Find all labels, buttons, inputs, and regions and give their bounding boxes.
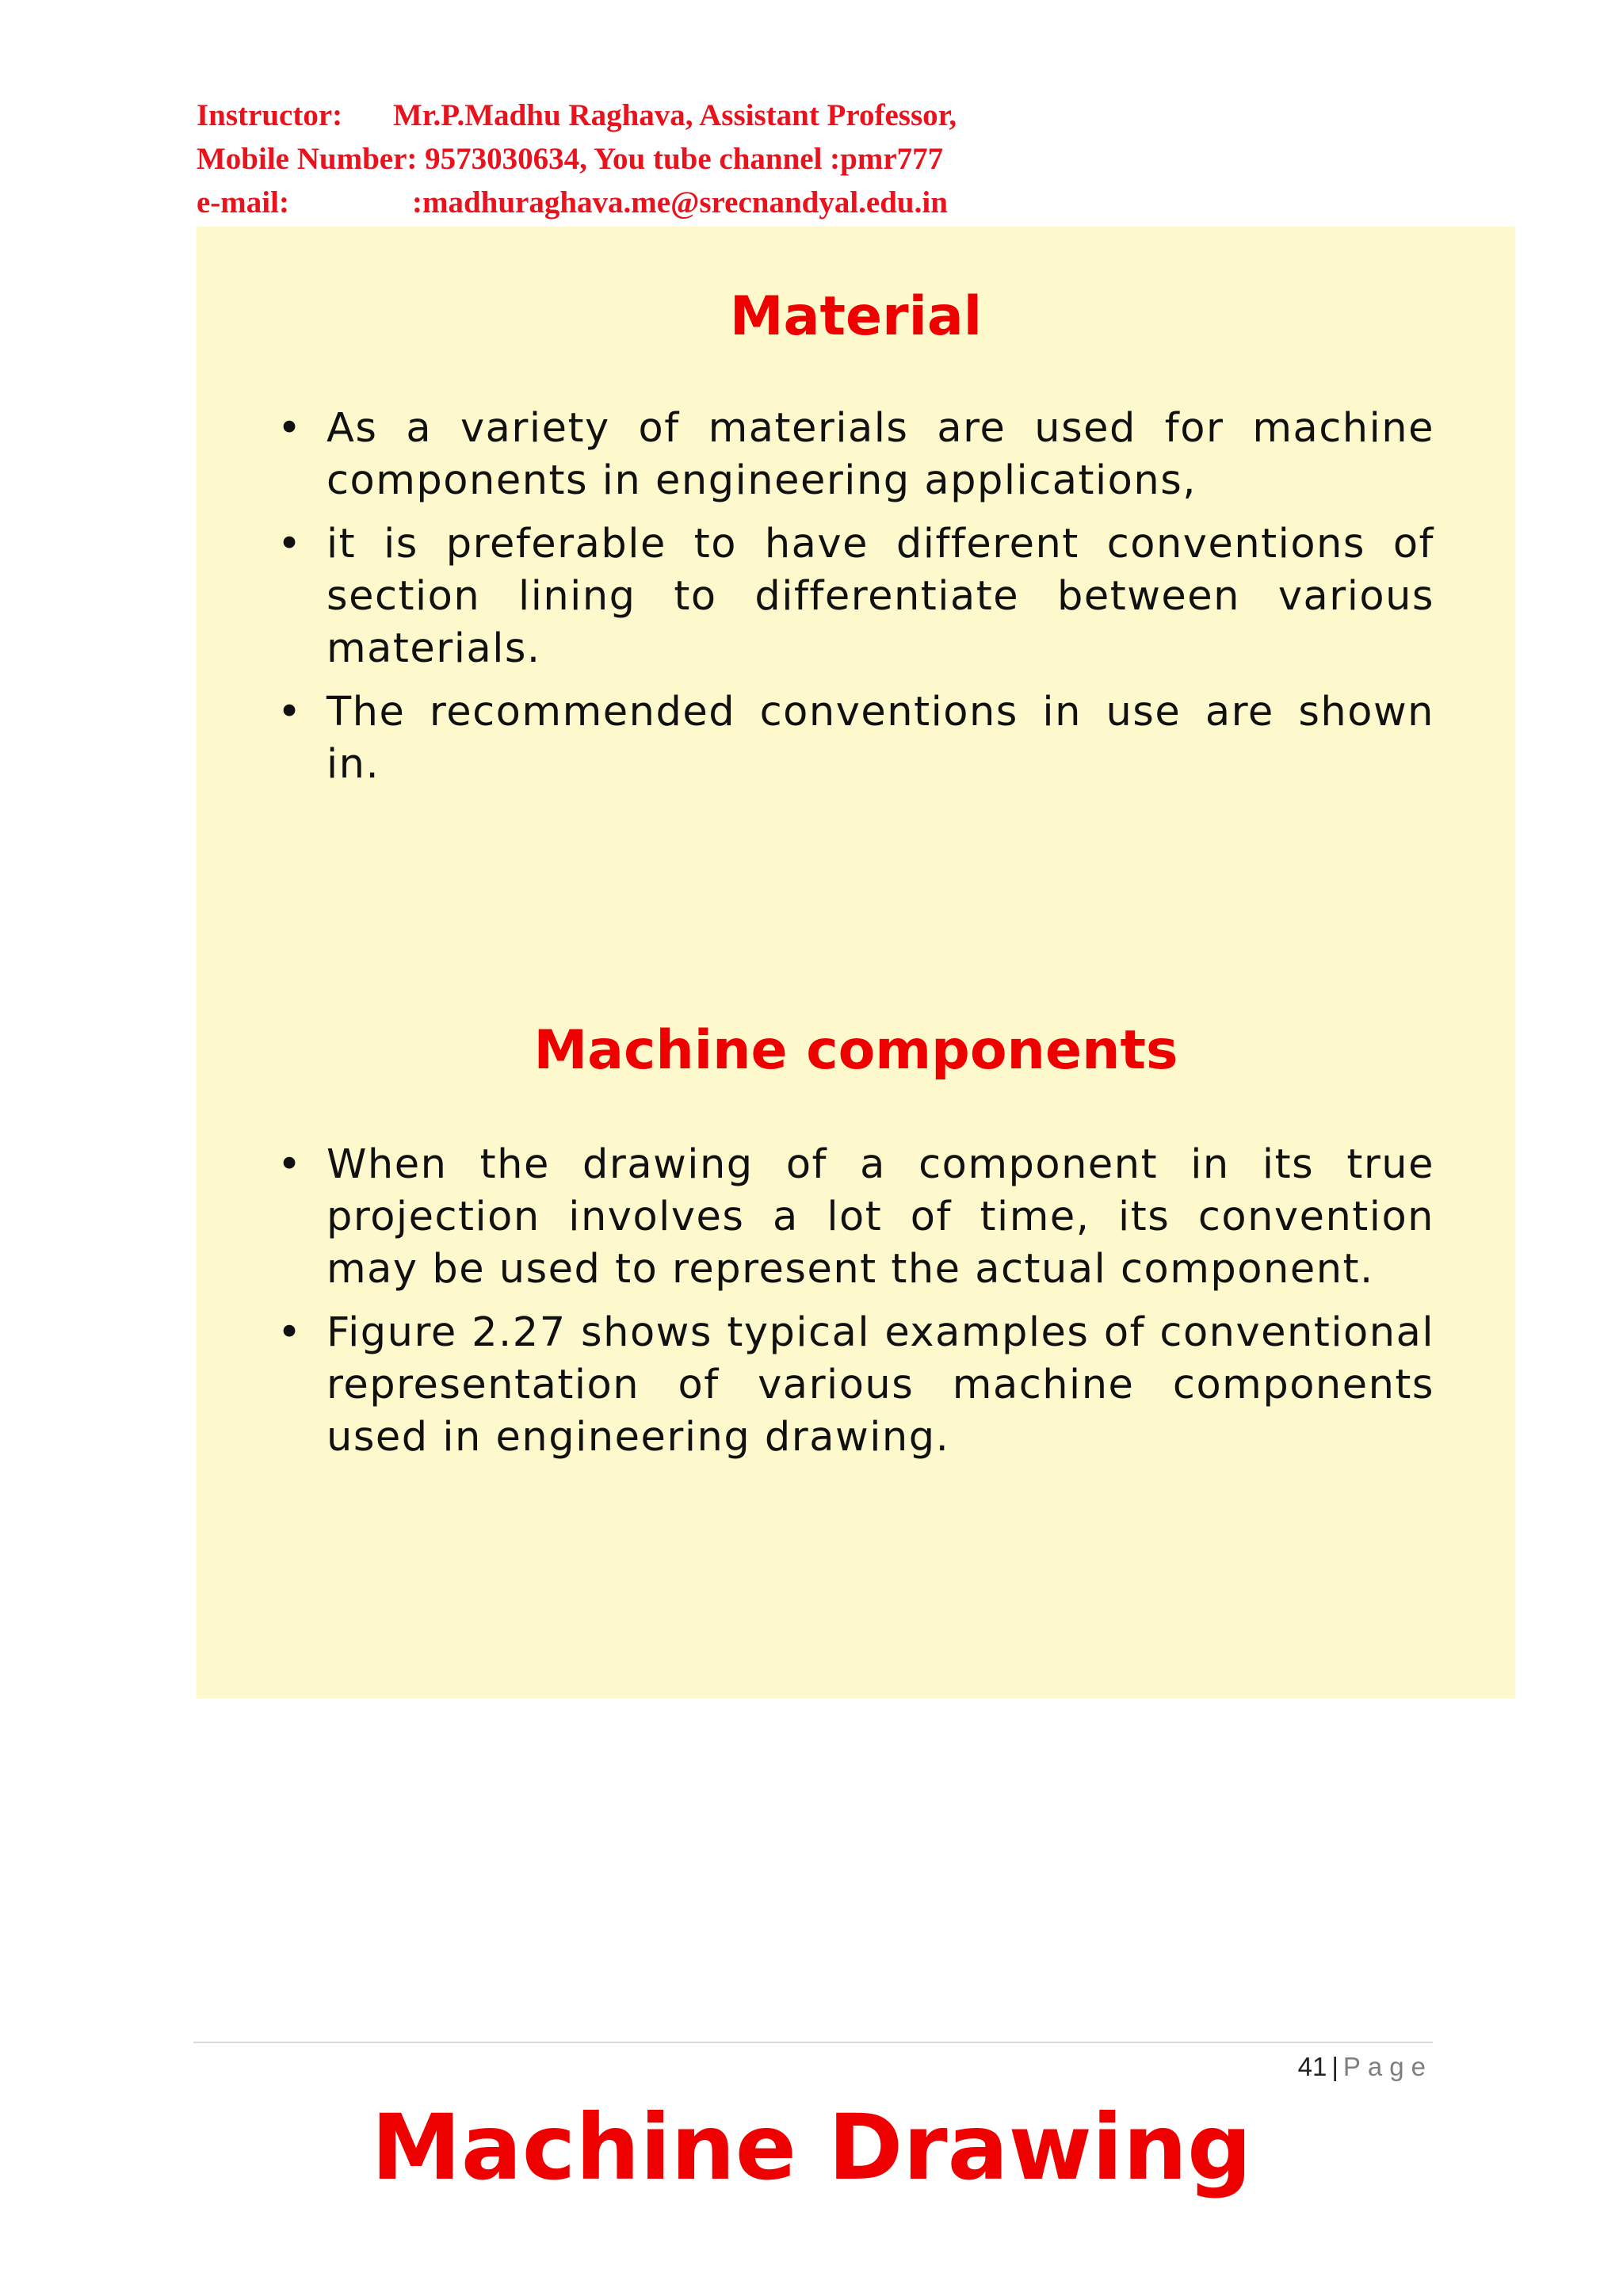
instructor-label: Instructor:: [197, 98, 343, 132]
machine-components-bullet-list: [277, 1139, 1434, 1475]
machine-components-heading: Machine components: [533, 1019, 1178, 1082]
page-label: Page: [1342, 2052, 1433, 2081]
bullet-text: it is preferable to have different conventions of section lining to differentiate between various materials.: [327, 521, 1434, 672]
bullet-icon: •: [277, 521, 303, 567]
bullet-icon: •: [277, 1309, 303, 1356]
material-bullet-list: [277, 403, 1434, 802]
instructor-value: Mr.P.Madhu Raghava, Assistant Professor,: [393, 98, 957, 132]
email-label: e-mail:: [197, 185, 289, 220]
document-title: Machine Drawing: [371, 2095, 1252, 2200]
list-item: [277, 1139, 1434, 1296]
bullet-icon: •: [277, 1141, 303, 1188]
page-number: [1298, 2047, 1433, 2087]
slide-panel: [197, 227, 1515, 1698]
list-item: [277, 403, 1434, 507]
mobile-line: Mobile Number: 9573030634, You tube channel :pmr777: [197, 142, 944, 176]
bullet-text: The recommended conventions in use are shown in.: [327, 689, 1434, 788]
list-item: [277, 1307, 1434, 1464]
bullet-text: Figure 2.27 shows typical examples of conventional representation of various machine components used in engineering drawing.: [327, 1309, 1434, 1461]
bullet-icon: •: [277, 405, 303, 452]
footer-divider: [193, 2042, 1433, 2043]
instructor-header: [197, 94, 1148, 224]
email-line: [197, 181, 1148, 224]
bullet-icon: •: [277, 689, 303, 735]
bullet-text: As a variety of materials are used for machine components in engineering applications,: [327, 405, 1434, 504]
list-item: [277, 686, 1434, 791]
page-separator: |: [1331, 2052, 1338, 2081]
instructor-line: [197, 94, 1148, 137]
email-value: :madhuraghava.me@srecnandyal.edu.in: [412, 185, 948, 220]
bullet-text: When the drawing of a component in its true projection involves a lot of time, its convention may be used to represent the actual component.: [327, 1141, 1434, 1293]
list-item: [277, 518, 1434, 675]
material-heading: Material: [729, 285, 983, 348]
page-number-value: 41: [1297, 2052, 1327, 2081]
